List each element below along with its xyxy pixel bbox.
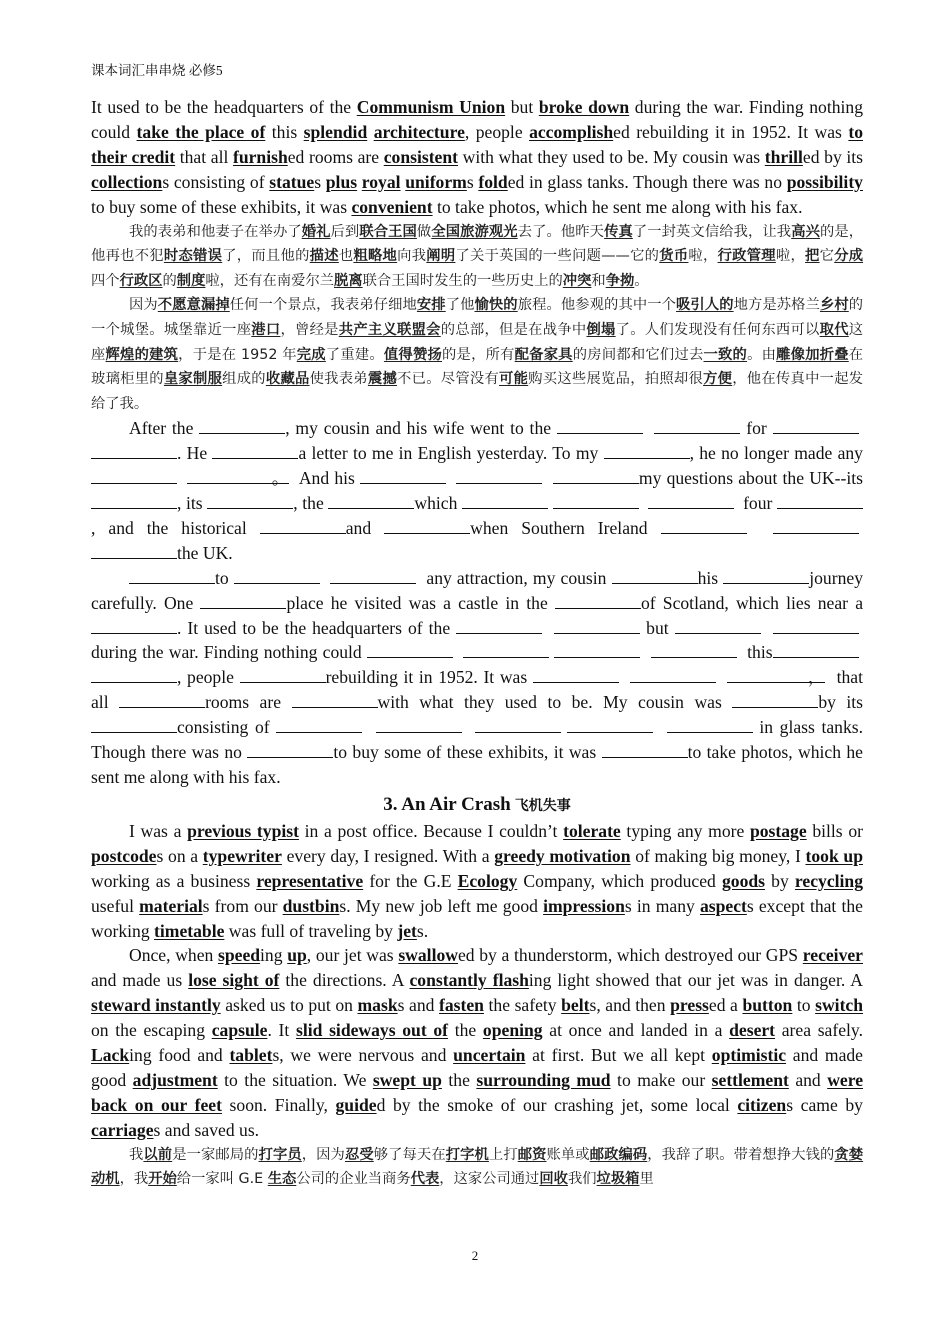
paragraph-en-air-crash-2: Once, when speeding up, our jet was swallowed by a thunderstorm, which destroyed our GPS receiver and made us lose sight of the directions. A constantly flashing light showed that our jet was in danger. A steward instantly asked us to put on masks and fasten the safety belts, and then pressed a button to switch on the escaping capsule. It slid sideways out of the opening at once and landed in a desert area safely. Lacking food and tablets, we were nervous and uncertain at first. But we all kept optimistic and made good adjustment to the situation. We swept up the surrounding mud to make our settlement and were back on our feet soon. Finally, guided by the smoke of our crashing jet, some local citizens came by carriages and saved us. (91, 945, 864, 1140)
paragraph-fill-1: After the , my cousin and his wife went to the for . He a letter to me in English yesterday. To my , he no longer made any 。 And his my questions about the UK--its , its , the which four , and the historical and when Southern Ireland the UK. (91, 418, 863, 563)
page-header: 课本词汇串串烧 必修5 (91, 63, 223, 78)
section-title-en: 3. An Air Crash (383, 793, 511, 815)
paragraph-zh-2: 因为不愿意漏掉任何一个景点，我表弟仔细地安排了他愉快的旅程。他参观的其中一个吸引人的地方是苏格兰乡村的一个城堡。城堡靠近一座港口，曾经是共产主义联盟会的总部，但是在战争中倒塌了。人们发现没有任何东西可以取代这座辉煌的建筑，于是在 1952 年完成了重建。值得赞扬的是，所有配备家具的房间都和它们过去一致的。由雕像加折叠在玻璃柜里的皇家制服组成的收藏品使我表弟震撼不已。尽管没有可能购买这些展览品，拍照却很方便，他在传真中一起发给了我。 (91, 297, 864, 412)
page-number: 2 (471, 1248, 479, 1263)
paragraph-zh-1: 我的表弟和他妻子在举办了婚礼后到联合王国做全国旅游观光去了。他昨天传真了一封英文信给我，让我高兴的是，他再也不犯时态错误了，而且他的描述也粗略地向我阐明了关于英国的一些问题——它的货币啦，行政管理啦，把它分成四个行政区的制度啦，还有在南爱尔兰脱离联合王国时发生的一些历史上的冲突和争拗。 (91, 223, 864, 289)
blank-period: 。 (187, 466, 289, 484)
blank-comma: ， (727, 665, 825, 683)
paragraph-fill-2: to any attraction, my cousin his journey carefully. One place he visited was a castle in the of Scotland, which lies near a . It used to be the headquarters of the but during the war. Finding nothing could this , people rebuilding it in 1952. It was ， that all rooms are with what they used to be. My cousin was by its consisting of in glass tanks. Though there was no to buy some of these exhibits, it was to take photos, which he sent me along with his fax. (91, 567, 864, 787)
document-page (91, 62, 863, 1192)
paragraph-en-air-crash-1: I was a previous typist in a post office. Because I couldn’t tolerate typing any more postage bills or postcodes on a typewriter every day, I resigned. With a greedy motivation of making big money, I took up working as a business representative for the G.E Ecology Company, which produced goods by recycling useful materials from our dustbins. My new job left me good impressions in many aspects except that the working timetable was full of traveling by jets. (91, 820, 863, 941)
paragraph-zh-air-crash: 我以前是一家邮局的打字员，因为忍受够了每天在打字机上打邮资账单或邮政编码，我辞了职。带着想挣大钱的贪婪动机，我开始给一家叫 G.E 生态公司的企业当商务代表，这家公司通过回收我们垃圾箱里 (91, 1146, 864, 1188)
section-title-zh: 飞机失事 (514, 797, 571, 814)
paragraph-en-continuation: It used to be the headquarters of the Communism Union but broke down during the war. Finding nothing could take the place of this splendid architecture, people accomplished rebuilding it in 1952. It was to their credit that all furnished rooms are consistent with what they used to be. My cousin was thrilled by its collections consisting of statues plus royal uniforms folded in glass tanks. Though there was no possibility to buy some of these exhibits, it was convenient to take photos, which he sent me along with his fax. (91, 97, 864, 217)
section-title (91, 792, 863, 819)
